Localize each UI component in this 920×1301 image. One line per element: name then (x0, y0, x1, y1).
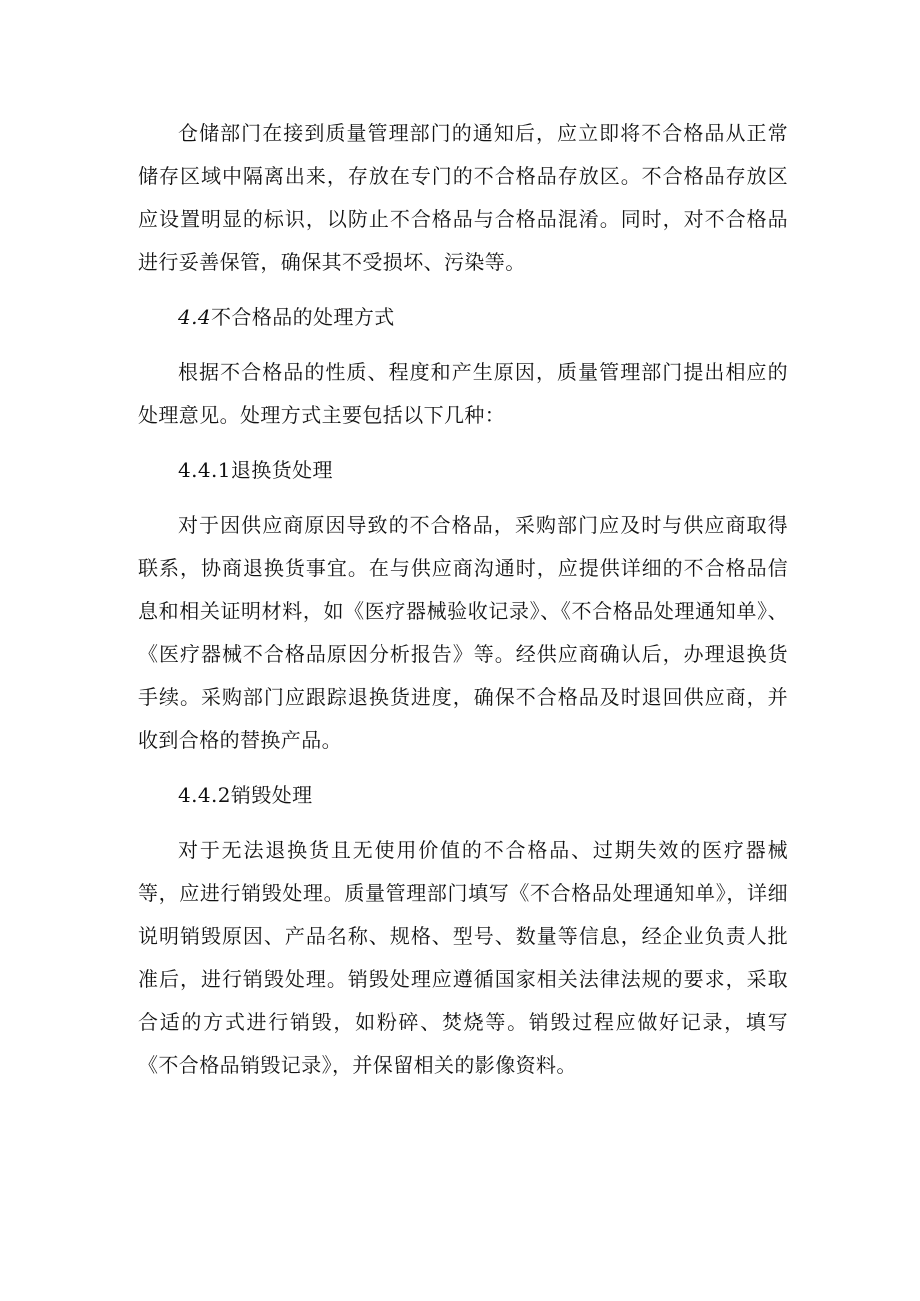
section-title: 不合格品的处理方式 (211, 305, 395, 329)
paragraph-destruction: 对于无法退换货且无使用价值的不合格品、过期失效的医疗器械等，应进行销毁处理。质量管理部门填写《不合格品处理通知单》，详细说明销毁原因、产品名称、规格、型号、数量等信息，经企业负责人批准后，进行销毁处理。销毁处理应遵循国家相关法律法规的要求，采取合适的方式进行销毁，如粉碎、焚烧等。销毁过程应做好记录，填写《不合格品销毁记录》，并保留相关的影像资料。 (138, 838, 788, 1077)
paragraph-return-exchange: 对于因供应商原因导致的不合格品，采购部门应及时与供应商取得联系，协商退换货事宜。在与供应商沟通时，应提供详细的不合格品信息和相关证明材料，如《医疗器械验收记录》、《不合格品处理通知单》、《医疗器械不合格品原因分析报告》等。经供应商确认后，办理退换货手续。采购部门应跟踪退换货进度，确保不合格品及时退回供应商，并收到合格的替换产品。 (138, 513, 788, 752)
section-heading-4-4 (138, 296, 788, 339)
section-title: 退换货处理 (230, 458, 333, 482)
section-number: 4.4.1 (178, 458, 231, 482)
section-heading-4-4-1 (138, 449, 788, 492)
paragraph-storage-isolation: 仓储部门在接到质量管理部门的通知后，应立即将不合格品从正常储存区域中隔离出来，存放在专门的不合格品存放区。不合格品存放区应设置明显的标识，以防止不合格品与合格品混淆。同时，对不合格品进行妥善保管，确保其不受损坏、污染等。 (138, 121, 788, 274)
section-number: 4.4 (178, 305, 212, 329)
section-heading-4-4-2 (138, 774, 788, 817)
paragraph-handling-intro: 根据不合格品的性质、程度和产生原因，质量管理部门提出相应的处理意见。处理方式主要包括以下几种： (138, 360, 788, 427)
section-title: 销毁处理 (230, 783, 313, 807)
document-body (138, 112, 788, 1099)
section-number: 4.4.2 (178, 783, 231, 807)
